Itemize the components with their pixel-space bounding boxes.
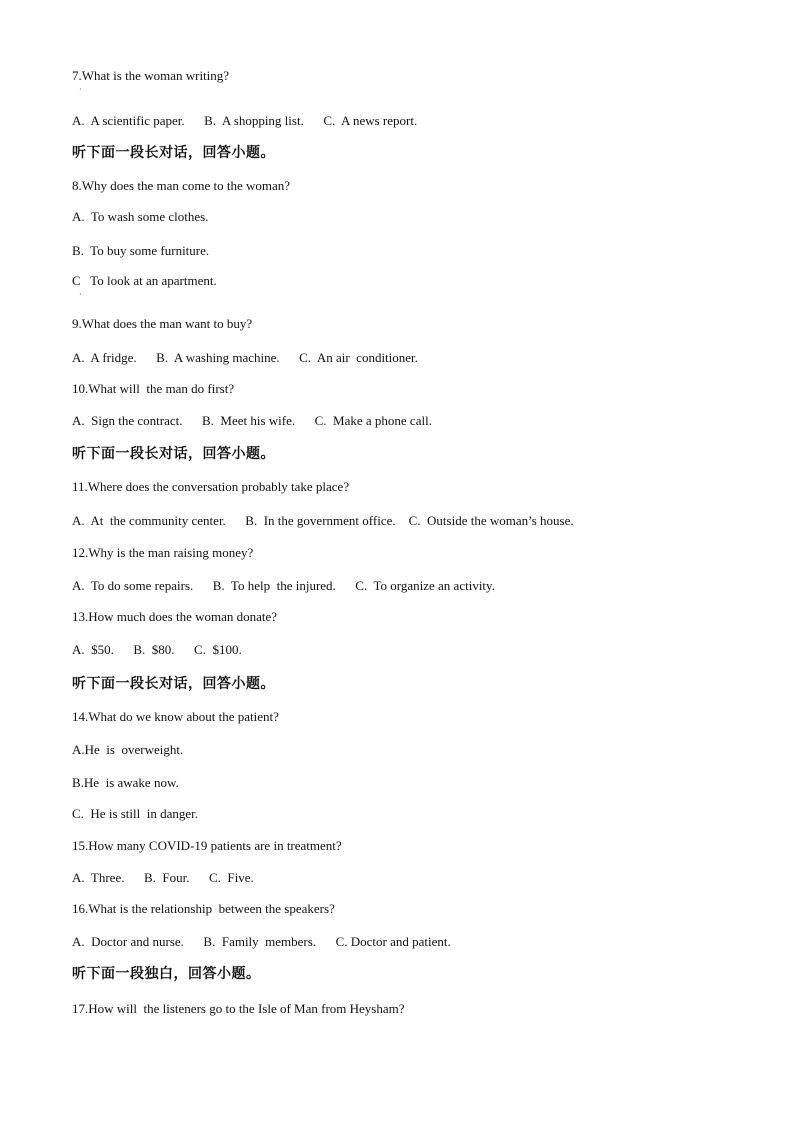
question-10: 10.What will the man do first? [72, 381, 235, 396]
question-15: 15.How many COVID-19 patients are in treatment? [72, 838, 342, 853]
question-11: 11.Where does the conversation probably take place? [72, 479, 350, 494]
section-heading-long-dialogue: 听下面一段长对话，回答小题。 [72, 676, 275, 692]
question-8-option-c: C To look at an apartment. [72, 273, 217, 288]
question-11-options: A. At the community center. B. In the government office. C. Outside the woman’s house. [72, 513, 574, 528]
stray-dot-mark: · [79, 85, 82, 94]
question-9-options: A. A fridge. B. A washing machine. C. An air conditioner. [72, 350, 418, 365]
question-8-option-b: B. To buy some furniture. [72, 243, 210, 258]
question-10-options: A. Sign the contract. B. Meet his wife. C. Make a phone call. [72, 413, 432, 428]
section-heading-long-dialogue: 听下面一段长对话，回答小题。 [72, 446, 275, 462]
question-8: 8.Why does the man come to the woman? [72, 178, 291, 193]
question-12-options: A. To do some repairs. B. To help the injured. C. To organize an activity. [72, 578, 495, 593]
stray-dot-mark: · [79, 290, 82, 299]
question-15-options: A. Three. B. Four. C. Five. [72, 870, 254, 885]
question-14-option-c: C. He is still in danger. [72, 806, 199, 821]
question-7-options: A. A scientific paper. B. A shopping list. C. A news report. [72, 113, 418, 128]
question-14-option-b: B.He is awake now. [72, 775, 179, 790]
question-7: 7.What is the woman writing? [72, 68, 230, 83]
question-13-options: A. $50. B. $80. C. $100. [72, 642, 242, 657]
question-12: 12.Why is the man raising money? [72, 545, 254, 560]
question-8-option-a: A. To wash some clothes. [72, 209, 209, 224]
question-17: 17.How will the listeners go to the Isle of Man from Heysham? [72, 1001, 405, 1016]
question-16-options: A. Doctor and nurse. B. Family members. C. Doctor and patient. [72, 934, 451, 949]
question-14: 14.What do we know about the patient? [72, 709, 279, 724]
section-heading-long-dialogue: 听下面一段长对话，回答小题。 [72, 145, 275, 161]
question-9: 9.What does the man want to buy? [72, 316, 253, 331]
question-13: 13.How much does the woman donate? [72, 609, 278, 624]
section-heading-monologue: 听下面一段独白，回答小题。 [72, 966, 261, 982]
question-14-option-a: A.He is overweight. [72, 742, 184, 757]
question-16: 16.What is the relationship between the speakers? [72, 901, 335, 916]
